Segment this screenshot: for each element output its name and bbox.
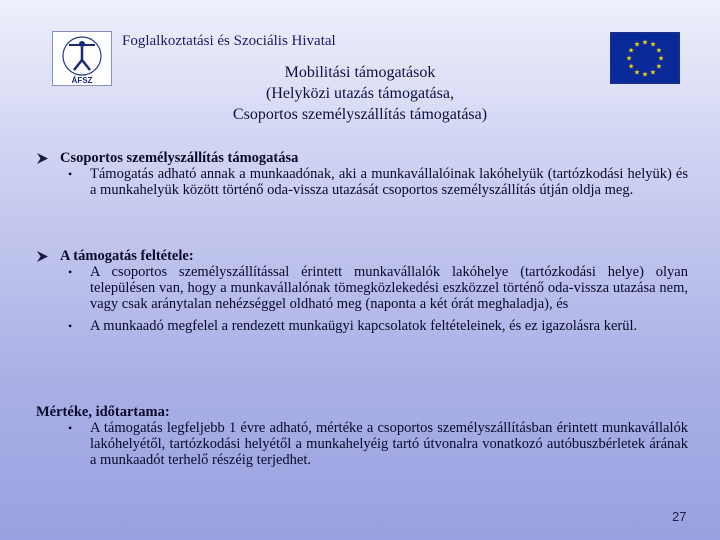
afsz-logo <box>52 31 112 86</box>
arrow-bullet-icon <box>36 248 60 263</box>
section-heading: Mértéke, időtartama: <box>36 404 170 420</box>
bullet-dot-icon: • <box>68 319 73 333</box>
section-group-transport <box>36 150 688 198</box>
eu-star-icon: ★ <box>628 46 635 55</box>
logo-text: ÁFSZ <box>71 76 93 85</box>
section-heading: A támogatás feltétele: <box>36 248 688 264</box>
eu-star-icon: ★ <box>649 68 657 77</box>
bullet-dot-icon: • <box>68 167 73 181</box>
title-line: Csoportos személyszállítás támogatása) <box>232 106 488 123</box>
page-number: 27 <box>672 509 687 524</box>
list-item: • Támogatás adható annak a munkaadónak, aki a munkavállalóinak lakóhelyük (tartózkodási helyük) és a munkahelyük között történő oda-vissza utazását csoportos személyszállítás útján oldja meg. <box>68 166 688 198</box>
arrow-bullet-icon <box>36 150 60 165</box>
bullet-dot-icon: • <box>68 421 73 435</box>
bullet-dot-icon: • <box>68 265 73 279</box>
list-item: • A csoportos személyszállítással érintett munkavállalók lakóhelye (tartózkodási helye) olyan településen van, hogy a munkavállalónak tömegközlekedési eszközzel történő oda-vissza utazása nem, vagy csak aránytalan nehézséggel oldható meg (naponta a két órát meghaladja), és <box>68 264 688 312</box>
eu-star-icon: ★ <box>655 46 662 55</box>
section-conditions <box>36 248 688 334</box>
eu-star-icon: ★ <box>641 38 649 47</box>
eu-star-icon: ★ <box>657 54 665 63</box>
eu-star-icon: ★ <box>641 70 649 79</box>
eu-star-icon: ★ <box>633 68 641 77</box>
eu-star-icon: ★ <box>655 62 662 71</box>
title-line: (Helyközi utazás támogatása, <box>266 85 454 102</box>
eu-star-icon: ★ <box>649 40 657 49</box>
list-item: • A munkaadó megfelel a rendezett munkaügyi kapcsolatok feltételeinek, és ez igazolásra kerül. <box>68 318 638 334</box>
eu-star-icon: ★ <box>628 62 635 71</box>
eu-star-icon: ★ <box>633 40 641 49</box>
slide-title <box>120 62 600 125</box>
eu-star-icon: ★ <box>625 54 633 63</box>
eu-flag-icon <box>610 32 680 84</box>
organization-name: Foglalkoztatási és Szociális Hivatal <box>122 33 336 49</box>
section-amount-duration <box>36 404 688 468</box>
person-emblem-icon <box>53 32 111 85</box>
section-heading: Csoportos személyszállítás támogatása <box>36 150 688 166</box>
list-item: • A támogatás legfeljebb 1 évre adható, mértéke a csoportos személyszállításban érintett munkavállalók lakóhelyétől, tartózkodási helyétől a munkahelyéig tartó útvonalra vonatkozó autóbuszbérletek árának a munkaadót terhelő részéig terjedhet. <box>68 420 688 468</box>
title-line: Mobilitási támogatások <box>284 64 436 81</box>
